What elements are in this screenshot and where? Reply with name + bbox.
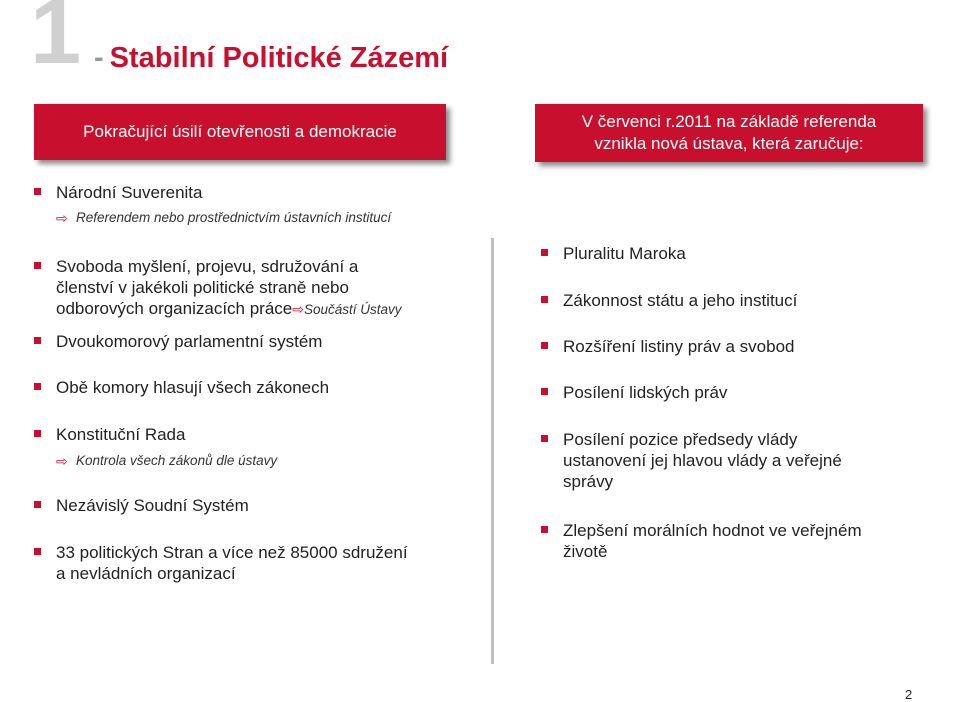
right-item-moral-values — [541, 520, 862, 562]
arrow-right-icon: ⇨ — [56, 453, 68, 469]
bullet-icon — [34, 430, 41, 437]
arrow-right-icon: ⇨ — [292, 301, 304, 317]
bullet-icon — [34, 548, 41, 555]
left-item-freedom — [34, 256, 402, 320]
right-item-line1: Posílení pozice předsedy vlády — [563, 430, 798, 449]
bullet-icon — [541, 249, 548, 256]
right-item-line2: ustanovení jej hlavou vlády a veřejné — [563, 451, 842, 470]
left-item-line3 — [56, 298, 402, 320]
page-number: 2 — [905, 687, 913, 702]
slide-title — [94, 42, 448, 75]
left-item-text: Dvoukomorový parlamentní systém — [56, 332, 323, 351]
left-header-text: Pokračující úsilí otevřenosti a demokracie — [83, 122, 397, 141]
right-item-text: Zákonnost státu a jeho institucí — [563, 291, 798, 310]
arrow-right-icon: ⇨ — [56, 210, 68, 226]
slide-number-large: 1 — [30, 0, 82, 83]
title-text: Stabilní Politické Zázemí — [109, 42, 449, 74]
bullet-icon — [34, 188, 41, 195]
left-subitem-law-control — [56, 453, 277, 468]
left-subitem-text: Kontrola všech zákonů dle ústavy — [76, 453, 278, 468]
left-item-line2: a nevládních organizací — [56, 564, 236, 583]
bullet-icon — [541, 526, 548, 533]
left-item-text: Nezávislý Soudní Systém — [56, 496, 249, 515]
right-item-text: Pluralitu Maroka — [563, 244, 686, 263]
right-item-line2: životě — [563, 542, 608, 561]
left-inline-subitem: Součástí Ústavy — [303, 302, 402, 317]
left-item-bicameral — [34, 331, 322, 352]
bullet-icon — [34, 501, 41, 508]
left-item-line1: 33 politických Stran a více než 85000 sdružení — [56, 543, 408, 562]
right-item-prime-minister — [541, 429, 842, 492]
bullet-icon — [541, 388, 548, 395]
left-item-text: Konstituční Rada — [56, 425, 186, 444]
left-item-chambers-vote — [34, 377, 329, 398]
left-item-judiciary — [34, 495, 249, 516]
bullet-icon — [34, 337, 41, 344]
right-header-box — [535, 104, 923, 162]
bullet-icon — [541, 435, 548, 442]
right-item-line1: Zlepšení morálních hodnot ve veřejném — [563, 521, 862, 540]
bullet-icon — [34, 262, 41, 269]
right-item-line3: správy — [563, 472, 614, 491]
left-item-constitutional-council — [34, 424, 185, 445]
column-divider — [491, 238, 494, 664]
left-item-line1: Svoboda myšlení, projevu, sdružování a — [56, 257, 359, 276]
left-item-text: Národní Suverenita — [56, 183, 203, 202]
bullet-icon — [34, 383, 41, 390]
bullet-icon — [541, 342, 548, 349]
left-subitem-referendum — [56, 210, 391, 225]
left-item-text: Obě komory hlasují všech zákonech — [56, 378, 330, 397]
right-item-rule-of-law — [541, 290, 797, 311]
right-item-human-rights — [541, 382, 727, 403]
right-item-rights-charter — [541, 336, 795, 357]
left-item-line2: členství v jakékoli politické straně nebo — [56, 278, 349, 297]
right-item-text: Posílení lidských práv — [563, 383, 728, 402]
left-item-national-sovereignty — [34, 182, 202, 203]
right-item-pluralism — [541, 243, 686, 264]
title-dash: - — [94, 42, 104, 74]
right-header-line1: V červenci r.2011 na základě referenda — [581, 112, 877, 131]
left-header-box — [34, 104, 446, 160]
left-subitem-text: Referendem nebo prostřednictvím ústavních institucí — [76, 210, 392, 225]
right-header-line2: vznikla nová ústava, která zaručuje: — [594, 134, 864, 153]
right-item-text: Rozšíření listiny práv a svobod — [563, 337, 795, 356]
bullet-icon — [541, 296, 548, 303]
left-item-parties — [34, 542, 408, 584]
left-item-line3-text: odborových organizacích práce — [56, 299, 293, 318]
